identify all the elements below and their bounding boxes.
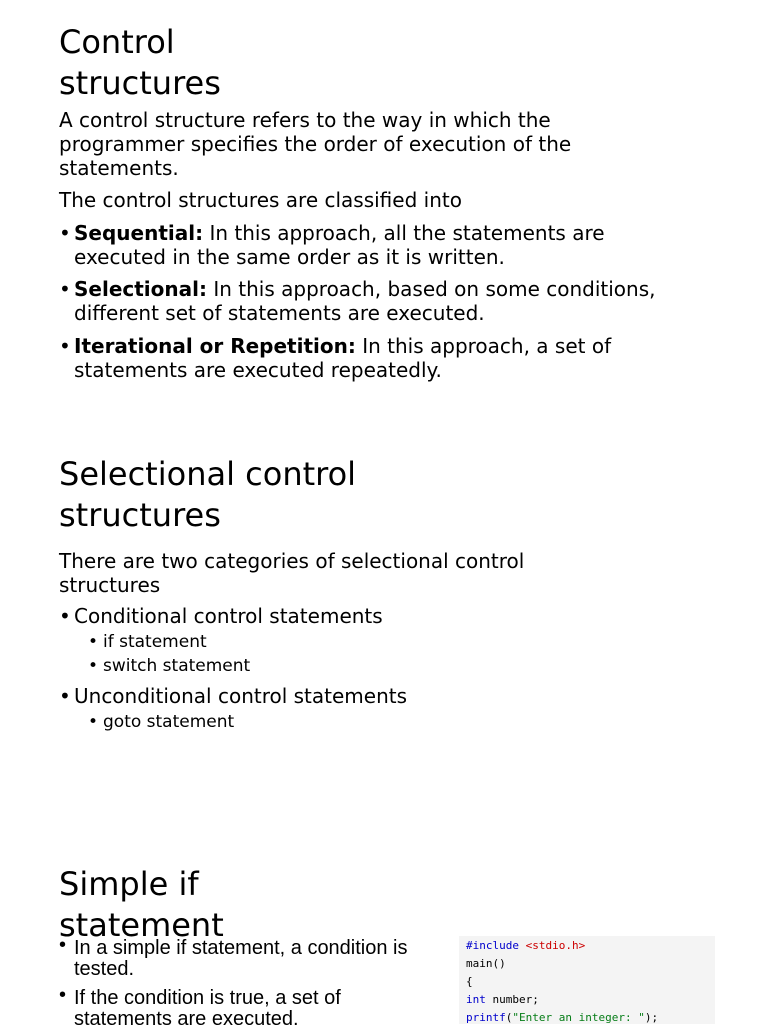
list-item: • Unconditional control statements • goto statement xyxy=(59,684,739,733)
intro-paragraph: A control structure refers to the way in which the programmer specifies the order of execution of the statements. xyxy=(59,108,572,180)
list-item: • Sequential: In this approach, all the statements are executed in the same order as it is written. xyxy=(59,221,694,269)
lead-paragraph: The control structures are classified into xyxy=(59,188,462,212)
intro-paragraph: There are two categories of selectional control structures xyxy=(59,549,525,597)
list-item: • if statement xyxy=(88,631,739,653)
list-item: • Selectional: In this approach, based on some conditions, different set of statements are executed. xyxy=(59,277,704,325)
list-item: • If the condition is true, a set of statements are executed. xyxy=(59,988,434,1030)
code-snippet: #include <stdio.h> main() { int number; printf("Enter an integer: "); xyxy=(459,936,715,1024)
sub-list xyxy=(88,711,739,733)
list-item: • Conditional control statements • if statement • switch statement xyxy=(59,604,739,677)
simple-if-list xyxy=(59,938,434,1030)
list-item: • Iterational or Repetition: In this approach, a set of statements are executed repeatedly. xyxy=(59,334,664,382)
category-list xyxy=(59,604,739,733)
section-title: Simple if statement xyxy=(59,865,224,944)
section-control-structures xyxy=(59,22,739,382)
sub-list xyxy=(88,631,739,677)
classification-list xyxy=(59,221,739,382)
list-item: • In a simple if statement, a condition is tested. xyxy=(59,938,434,980)
list-item: • goto statement xyxy=(88,711,739,733)
section-title: Selectional control structures xyxy=(59,455,357,534)
section-title: Control structures xyxy=(59,23,221,102)
list-item: • switch statement xyxy=(88,655,739,677)
section-selectional-control-structures xyxy=(59,454,739,733)
